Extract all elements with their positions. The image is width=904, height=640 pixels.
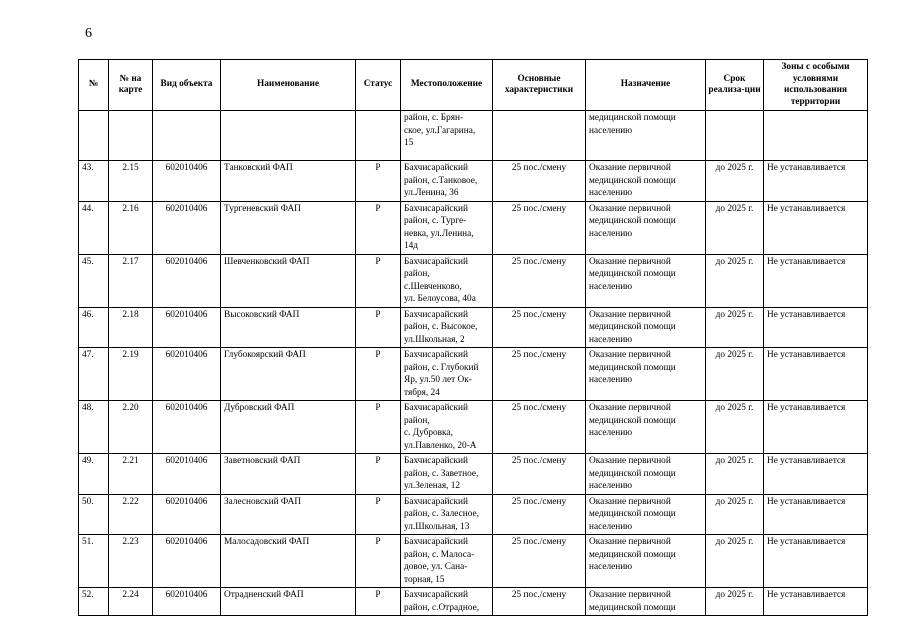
characteristics-cell: 25 пос./смену [493, 348, 586, 401]
location-cell-line: район, с. Малоса- [404, 549, 475, 560]
row-number [79, 111, 109, 161]
term-cell: до 2025 г. [706, 201, 764, 254]
map-number: 2.18 [109, 307, 153, 348]
header-status: Статус [356, 60, 401, 111]
zones-cell: Не устанавливается [764, 588, 868, 616]
header-zones: Зоны с особыми условиями использования территории [764, 60, 868, 111]
table-row [79, 201, 868, 254]
purpose-cell-line: Оказание первичной [589, 496, 671, 507]
facilities-table [78, 59, 868, 616]
location-cell-line: торная, 15 [404, 574, 445, 585]
location-cell-line: район, [404, 269, 430, 279]
facility-name: Малосадовский ФАП [221, 535, 356, 588]
row-number: 50. [79, 494, 109, 535]
purpose-cell [586, 401, 706, 454]
table-header-row [79, 60, 868, 111]
row-number: 43. [79, 161, 109, 202]
purpose-cell [586, 454, 706, 495]
location-cell-line: с.Шевченково, [404, 281, 462, 292]
purpose-cell [586, 307, 706, 348]
location-cell-line: район, с.Отрадное, [404, 602, 480, 613]
facility-name: Глубокоярский ФАП [221, 348, 356, 401]
purpose-cell [586, 201, 706, 254]
table-row [79, 161, 868, 202]
object-type-code: 602010406 [153, 307, 221, 348]
location-cell [401, 401, 493, 454]
location-cell-line: Бахчисарайский [404, 256, 469, 267]
purpose-cell-line: медицинской помощи [589, 602, 676, 613]
location-cell-line: ул.Ленина, 36 [404, 188, 459, 198]
header-location: Местоположение [401, 60, 493, 111]
purpose-cell-line: медицинской помощи [589, 549, 676, 560]
purpose-cell [586, 588, 706, 616]
status-cell: Р [356, 161, 401, 202]
status-cell [356, 111, 401, 161]
location-cell-line: район, с. Глубокий [404, 362, 479, 373]
facility-name: Тургеневский ФАП [221, 201, 356, 254]
zones-cell: Не устанавливается [764, 494, 868, 535]
location-cell [401, 494, 493, 535]
map-number: 2.24 [109, 588, 153, 616]
facility-name [221, 111, 356, 161]
purpose-cell-line: Оказание первичной [589, 456, 671, 466]
object-type-code: 602010406 [153, 454, 221, 495]
location-cell-line: Бахчисарайский [404, 350, 469, 360]
location-cell-line: 14д [404, 241, 419, 251]
object-type-code: 602010406 [153, 535, 221, 588]
characteristics-cell: 25 пос./смену [493, 535, 586, 588]
purpose-cell-line: Оказание первичной [589, 350, 671, 360]
purpose-cell-line: Оказание первичной [589, 537, 671, 547]
map-number: 2.17 [109, 254, 153, 307]
table-row [79, 494, 868, 535]
purpose-cell-line: медицинской помощи [589, 362, 676, 373]
facility-name: Дубровский ФАП [221, 401, 356, 454]
purpose-cell-line: медицинской помощи [589, 468, 676, 479]
map-number: 2.20 [109, 401, 153, 454]
status-cell: Р [356, 454, 401, 495]
location-cell-line: Бахчисарайский [404, 537, 469, 547]
status-cell: Р [356, 588, 401, 616]
purpose-cell-line: Оказание первичной [589, 590, 671, 600]
purpose-cell-line: медицинской помощи [589, 509, 676, 519]
characteristics-cell: 25 пос./смену [493, 201, 586, 254]
zones-cell: Не устанавливается [764, 454, 868, 495]
location-cell [401, 307, 493, 348]
row-number: 51. [79, 535, 109, 588]
object-type-code: 602010406 [153, 254, 221, 307]
facility-name: Шевченковский ФАП [221, 254, 356, 307]
facility-name: Залесновский ФАП [221, 494, 356, 535]
location-cell [401, 588, 493, 616]
map-number: 2.15 [109, 161, 153, 202]
purpose-cell-line: населению [589, 188, 633, 198]
characteristics-cell: 25 пос./смену [493, 588, 586, 616]
map-number: 2.23 [109, 535, 153, 588]
status-cell: Р [356, 307, 401, 348]
location-cell [401, 201, 493, 254]
zones-cell: Не устанавливается [764, 348, 868, 401]
term-cell: до 2025 г. [706, 254, 764, 307]
map-number [109, 111, 153, 161]
purpose-cell-line: медицинской помощи [589, 175, 676, 186]
object-type-code: 602010406 [153, 348, 221, 401]
location-cell-line: район, с.Танковое, [404, 175, 478, 186]
location-cell [401, 348, 493, 401]
location-cell-line: ское, ул.Гагарина, [404, 125, 476, 136]
location-cell-line: район, с. Брян- [404, 113, 464, 123]
header-map-number: № на карте [109, 60, 153, 111]
table-row [79, 254, 868, 307]
location-cell-line: ул.Школьная, 2 [404, 334, 465, 345]
header-number: № [79, 60, 109, 111]
characteristics-cell: 25 пос./смену [493, 307, 586, 348]
purpose-cell-line: медицинской помощи [589, 269, 676, 279]
status-cell: Р [356, 254, 401, 307]
location-cell-line: район, [404, 415, 430, 426]
table-row [79, 454, 868, 495]
location-cell-line: Бахчисарайский [404, 203, 469, 214]
location-cell-line: довое, ул. Сана- [404, 562, 468, 572]
status-cell: Р [356, 348, 401, 401]
status-cell: Р [356, 401, 401, 454]
purpose-cell-line: населению [589, 125, 633, 136]
purpose-cell-line: Оказание первичной [589, 203, 671, 214]
header-object-type: Вид объекта [153, 60, 221, 111]
term-cell: до 2025 г. [706, 494, 764, 535]
characteristics-cell [493, 111, 586, 161]
location-cell-line: Бахчисарайский [404, 496, 469, 507]
term-cell: до 2025 г. [706, 588, 764, 616]
term-cell: до 2025 г. [706, 348, 764, 401]
purpose-cell [586, 535, 706, 588]
status-cell: Р [356, 201, 401, 254]
facility-name: Отрадненский ФАП [221, 588, 356, 616]
location-cell-line: невка, ул.Ленина, [404, 228, 474, 239]
term-cell [706, 111, 764, 161]
status-cell: Р [356, 535, 401, 588]
purpose-cell-line: медицинской помощи [589, 322, 676, 332]
row-number: 47. [79, 348, 109, 401]
object-type-code [153, 111, 221, 161]
table-row [79, 111, 868, 161]
object-type-code: 602010406 [153, 588, 221, 616]
characteristics-cell: 25 пос./смену [493, 254, 586, 307]
row-number: 45. [79, 254, 109, 307]
location-cell-line: район, с. Залесное, [404, 509, 479, 519]
location-cell-line: Бахчисарайский [404, 590, 469, 600]
header-characteristics: Основные характеристики [493, 60, 586, 111]
object-type-code: 602010406 [153, 161, 221, 202]
map-number: 2.16 [109, 201, 153, 254]
map-number: 2.22 [109, 494, 153, 535]
row-number: 44. [79, 201, 109, 254]
page-number: 6 [85, 26, 92, 41]
location-cell-line: Бахчисарайский [404, 163, 469, 173]
purpose-cell-line: населению [589, 562, 633, 572]
location-cell-line: район, с. Высокое, [404, 322, 478, 332]
row-number: 46. [79, 307, 109, 348]
table-body [79, 111, 868, 616]
location-cell-line: тября, 24 [404, 387, 440, 398]
purpose-cell [586, 111, 706, 161]
purpose-cell-line: населению [589, 281, 633, 292]
location-cell-line: ул.Павленко, 20-А [404, 440, 477, 451]
characteristics-cell: 25 пос./смену [493, 401, 586, 454]
object-type-code: 602010406 [153, 494, 221, 535]
zones-cell: Не устанавливается [764, 201, 868, 254]
zones-cell: Не устанавливается [764, 254, 868, 307]
location-cell [401, 111, 493, 161]
location-cell-line: Бахчисарайский [404, 309, 469, 320]
characteristics-cell: 25 пос./смену [493, 161, 586, 202]
purpose-cell [586, 161, 706, 202]
header-name: Наименование [221, 60, 356, 111]
zones-cell: Не устанавливается [764, 161, 868, 202]
row-number: 52. [79, 588, 109, 616]
status-cell: Р [356, 494, 401, 535]
table-row [79, 535, 868, 588]
facility-name: Заветновский ФАП [221, 454, 356, 495]
term-cell: до 2025 г. [706, 307, 764, 348]
term-cell: до 2025 г. [706, 401, 764, 454]
header-purpose: Назначение [586, 60, 706, 111]
zones-cell: Не устанавливается [764, 535, 868, 588]
header-term: Срок реализа-ции [706, 60, 764, 111]
characteristics-cell: 25 пос./смену [493, 454, 586, 495]
map-number: 2.21 [109, 454, 153, 495]
term-cell: до 2025 г. [706, 161, 764, 202]
zones-cell: Не устанавливается [764, 401, 868, 454]
map-number: 2.19 [109, 348, 153, 401]
purpose-cell-line: Оказание первичной [589, 163, 671, 173]
location-cell-line: район, с. Заветное, [404, 468, 479, 479]
table-row [79, 401, 868, 454]
location-cell-line: ул.Школьная, 13 [404, 521, 470, 532]
purpose-cell-line: населению [589, 375, 633, 385]
location-cell [401, 454, 493, 495]
row-number: 49. [79, 454, 109, 495]
zones-cell: Не устанавливается [764, 307, 868, 348]
facility-name: Танковский ФАП [221, 161, 356, 202]
purpose-cell-line: населению [589, 228, 633, 239]
purpose-cell-line: населению [589, 521, 633, 532]
table-row [79, 307, 868, 348]
purpose-cell-line: Оказание первичной [589, 403, 671, 413]
object-type-code: 602010406 [153, 201, 221, 254]
location-cell-line: ул.Зеленая, 12 [404, 481, 461, 491]
purpose-cell-line: населению [589, 334, 633, 345]
table-row [79, 348, 868, 401]
purpose-cell-line: медицинской помощи [589, 415, 676, 426]
zones-cell [764, 111, 868, 161]
location-cell-line: ул. Белоусова, 40а [404, 294, 476, 304]
purpose-cell [586, 254, 706, 307]
location-cell [401, 161, 493, 202]
purpose-cell [586, 494, 706, 535]
purpose-cell-line: медицинской помощи [589, 216, 676, 226]
purpose-cell-line: населению [589, 481, 633, 491]
location-cell [401, 254, 493, 307]
table-row [79, 588, 868, 616]
term-cell: до 2025 г. [706, 535, 764, 588]
location-cell-line: 15 [404, 138, 414, 148]
purpose-cell-line: населению [589, 428, 633, 438]
purpose-cell-line: Оказание первичной [589, 256, 671, 267]
location-cell-line: район, с. Турге- [404, 216, 467, 226]
characteristics-cell: 25 пос./смену [493, 494, 586, 535]
object-type-code: 602010406 [153, 401, 221, 454]
facility-name: Высоковский ФАП [221, 307, 356, 348]
term-cell: до 2025 г. [706, 454, 764, 495]
purpose-cell-line: Оказание первичной [589, 309, 671, 320]
location-cell-line: Бахчисарайский [404, 403, 469, 413]
location-cell [401, 535, 493, 588]
location-cell-line: Яр, ул.50 лет Ок- [404, 375, 472, 385]
purpose-cell-line: медицинской помощи [589, 113, 676, 123]
purpose-cell [586, 348, 706, 401]
location-cell-line: Бахчисарайский [404, 456, 469, 466]
location-cell-line: с. Дубровка, [404, 428, 453, 438]
row-number: 48. [79, 401, 109, 454]
